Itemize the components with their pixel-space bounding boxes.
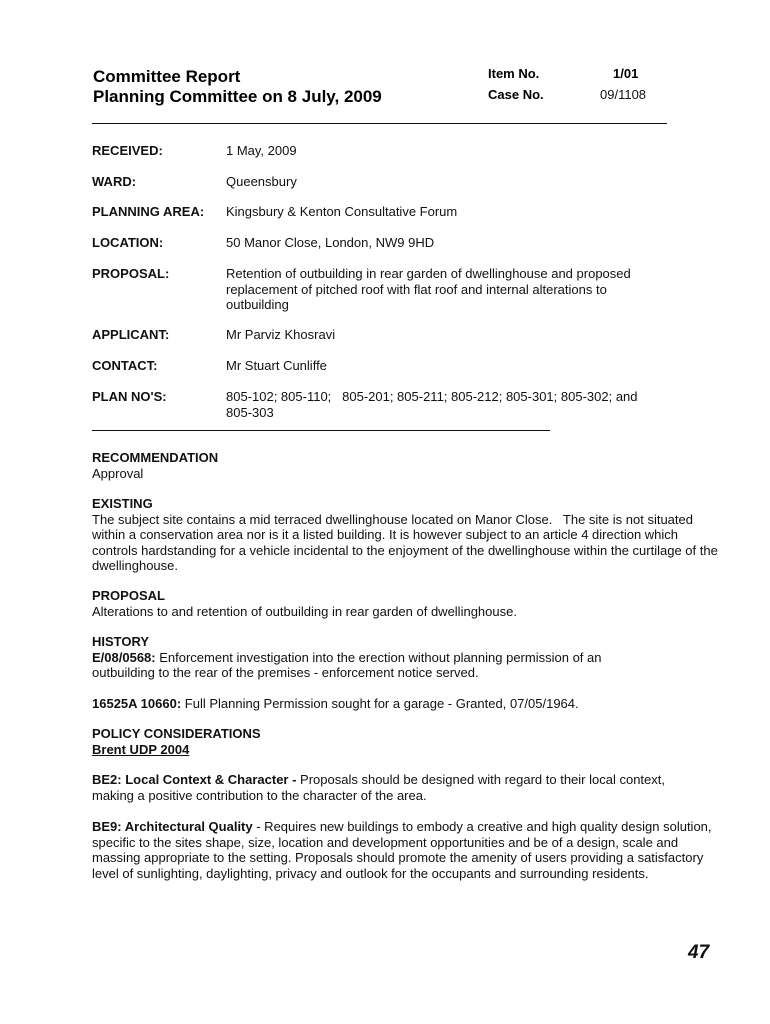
- policy-section: [92, 726, 722, 757]
- field-value: 50 Manor Close, London, NW9 9HD: [226, 235, 435, 250]
- policy-entry-be9: [92, 819, 722, 881]
- history-ref: E/08/0568:: [92, 649, 156, 665]
- field-value: Retention of outbuilding in rear garden of dwellinghouse and proposed replacement of pitched roof with flat roof and internal alterations to outbuilding: [226, 266, 631, 312]
- policy-ref: BE2: Local Context & Character -: [92, 772, 297, 787]
- field-value: Queensbury: [226, 174, 297, 189]
- field-value: 1 May, 2009: [226, 143, 297, 158]
- history-section: [92, 634, 662, 681]
- case-no-value: 09/1108: [600, 87, 647, 102]
- existing-section: [92, 496, 722, 574]
- proposal-section: [92, 588, 722, 619]
- recommendation-section: [92, 450, 722, 481]
- field-value: 805-102; 805-110; 805-201; 805-211; 805-212; 805-301; 805-302; and 805-303: [226, 389, 642, 420]
- policy-text: - Requires new buildings to embody a creative and high quality design solution, specific to the sites shape, size, location and development opportunities and be of a design, scale and massing appropriate to the setting. Proposals should promote the amenity of users providing a satisfactory level of sunlighting, daylighting, privacy and outlook for the occupants and surrounding residents.: [92, 819, 712, 881]
- fields-divider: [92, 430, 550, 431]
- history-entry: [92, 650, 662, 681]
- field-ward: [92, 174, 692, 190]
- policy-entry-be2: [92, 772, 677, 803]
- history-ref: 16525A 10660:: [92, 696, 182, 711]
- committee-title: Planning Committee on 8 July, 2009: [93, 87, 382, 106]
- field-received: [92, 143, 692, 159]
- section-heading: RECOMMENDATION: [92, 450, 219, 465]
- field-plan-nos: [92, 389, 692, 421]
- section-heading: EXISTING: [92, 496, 153, 511]
- field-contact: [92, 358, 692, 374]
- field-label: WARD:: [92, 174, 137, 189]
- field-value: Mr Stuart Cunliffe: [226, 358, 327, 373]
- field-label: PLAN NO'S:: [92, 389, 167, 404]
- report-title: Committee Report: [93, 67, 241, 86]
- field-label: APPLICANT:: [92, 327, 170, 342]
- field-applicant: [92, 327, 692, 343]
- field-label: LOCATION:: [92, 235, 164, 250]
- header-divider: [92, 123, 667, 124]
- field-label: PLANNING AREA:: [92, 204, 205, 219]
- field-location: [92, 235, 692, 251]
- item-no-value: 1/01: [613, 66, 639, 81]
- field-label: CONTACT:: [92, 358, 158, 373]
- field-label: RECEIVED:: [92, 143, 163, 158]
- policy-text: Proposals should be designed with regard to their local context, making a positive contribution to the character of the area.: [92, 772, 665, 803]
- section-heading: HISTORY: [92, 634, 150, 649]
- field-value: Mr Parviz Khosravi: [226, 327, 336, 342]
- history-text: Full Planning Permission sought for a garage - Granted, 07/05/1964.: [181, 696, 579, 711]
- item-no-label: Item No.: [488, 66, 540, 81]
- section-heading: POLICY CONSIDERATIONS: [92, 726, 261, 741]
- field-proposal: [92, 266, 692, 314]
- page-number: 47: [688, 942, 710, 963]
- history-text: Enforcement investigation into the erection without planning permission of an outbuilding to the rear of the premises - enforcement notice served.: [92, 649, 602, 680]
- section-text: Alterations to and retention of outbuilding in rear garden of dwellinghouse.: [92, 603, 517, 619]
- case-no-label: Case No.: [488, 87, 544, 102]
- field-value: Kingsbury & Kenton Consultative Forum: [226, 204, 458, 219]
- section-text: The subject site contains a mid terraced dwellinghouse located on Manor Close. The site is not situated within a conservation area nor is it a listed building. It is however subject to an article 4 direction which controls hardstanding for a vehicle incidental to the enjoyment of the dwellinghouse within the curtilage of the dwellinghouse.: [92, 511, 722, 573]
- policy-subheading: Brent UDP 2004: [92, 741, 190, 757]
- field-label: PROPOSAL:: [92, 266, 170, 281]
- section-heading: PROPOSAL: [92, 588, 165, 603]
- section-text: Approval: [92, 465, 144, 481]
- policy-ref: BE9: Architectural Quality: [92, 819, 253, 834]
- field-planning-area: [92, 204, 692, 220]
- history-entry-2: [92, 696, 722, 712]
